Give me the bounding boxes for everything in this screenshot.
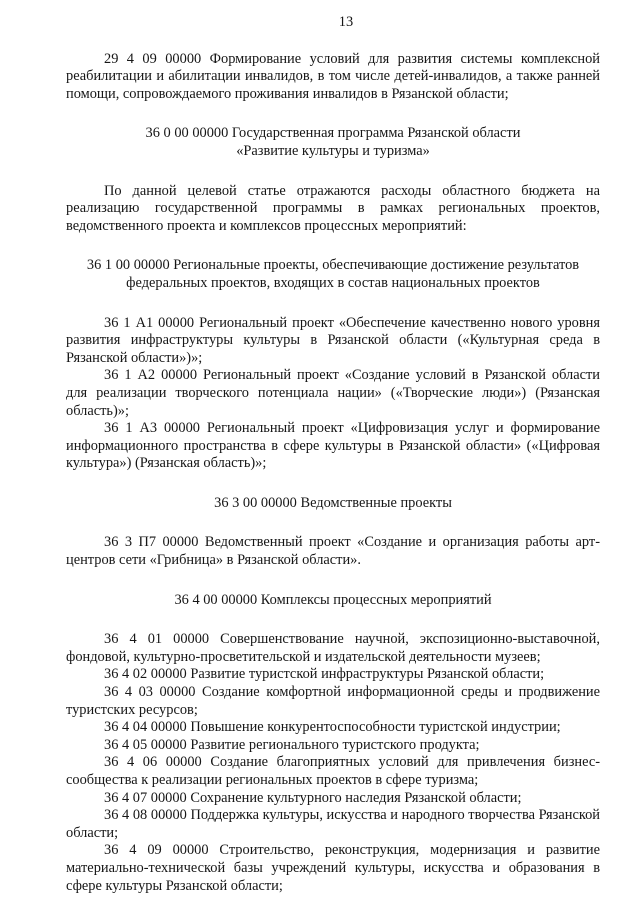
paragraph-29-4-09: 29 4 09 00000 Формирование условий для развития системы комплексной реабилитации и абилитации инвалидов, в том числе детей-инвалидов, а также ранней помощи, сопровождаемого проживания инвалидов в Рязанской области; [66,50,600,102]
paragraph-36-4-05: 36 4 05 00000 Развитие регионального туристского продукта; [104,736,480,753]
heading-line: федеральных проектов, входящих в состав национальных проектов [126,274,540,291]
paragraph-36-1-a2: 36 1 А2 00000 Региональный проект «Создание условий в Рязанской области для реализации творческого потенциала нации» («Творческие люди») (Рязанская область)»; [66,367,600,419]
paragraph-36-1-a1: 36 1 А1 00000 Региональный проект «Обеспечение качественно нового уровня развития инфраструктуры культуры в Рязанской области («Культурная среда в Рязанской области»)»; [66,314,600,366]
heading-process-complexes [66,592,600,610]
heading-line: 36 1 00 00000 Региональные проекты, обеспечивающие достижение результатов [86,257,580,274]
paragraph-36-4-06: 36 4 06 00000 Создание благоприятных условий для привлечения бизнес-сообщества к реализации региональных проектов в сфере туризма; [66,754,600,788]
heading-line: 36 3 00 00000 Ведомственные проекты [214,494,452,511]
paragraph-36-4-01: 36 4 01 00000 Совершенствование научной, экспозиционно-выставочной, фондовой, культурно-просветительской и издательской деятельности музеев; [66,631,600,665]
heading-program-36 [66,125,600,160]
paragraph-36-4-09: 36 4 09 00000 Строительство, реконструкция, модернизация и развитие материально-технической базы учреждений культуры, искусства и образования в сфере культуры Рязанской области; [66,842,600,894]
heading-departmental-projects [66,495,600,513]
paragraph-36-4-04: 36 4 04 00000 Повышение конкурентоспособности туристской индустрии; [104,719,561,736]
paragraph-36-3-p7: 36 3 П7 00000 Ведомственный проект «Создание и организация работы арт-центров сети «Грибница» в Рязанской области». [66,534,600,569]
page-number: 13 [338,14,354,30]
paragraph-36-4-03: 36 4 03 00000 Создание комфортной информационной среды и продвижение туристских ресурсов; [66,684,600,718]
paragraph-36-4-07: 36 4 07 00000 Сохранение культурного наследия Рязанской области; [104,789,522,806]
heading-line: «Развитие культуры и туризма» [236,142,430,159]
paragraph-36-1-a3: 36 1 А3 00000 Региональный проект «Цифровизация услуг и формирование информационного пространства в сфере культуры в Рязанской области» («Цифровая культура») (Рязанская область)»; [66,420,600,472]
paragraph-36-4-08: 36 4 08 00000 Поддержка культуры, искусства и народного творчества Рязанской области; [66,807,600,841]
heading-line: 36 0 00 00000 Государственная программа Рязанской области [145,125,521,142]
heading-line: 36 4 00 00000 Комплексы процессных мероприятий [174,591,492,608]
heading-regional-projects [66,257,600,292]
paragraph-description: По данной целевой статье отражаются расходы областного бюджета на реализацию государственной программы в рамках региональных проектов, ведомственного проекта и комплексов процессных мероприятий: [66,182,600,234]
paragraph-36-4-02: 36 4 02 00000 Развитие туристской инфраструктуры Рязанской области; [104,666,545,683]
